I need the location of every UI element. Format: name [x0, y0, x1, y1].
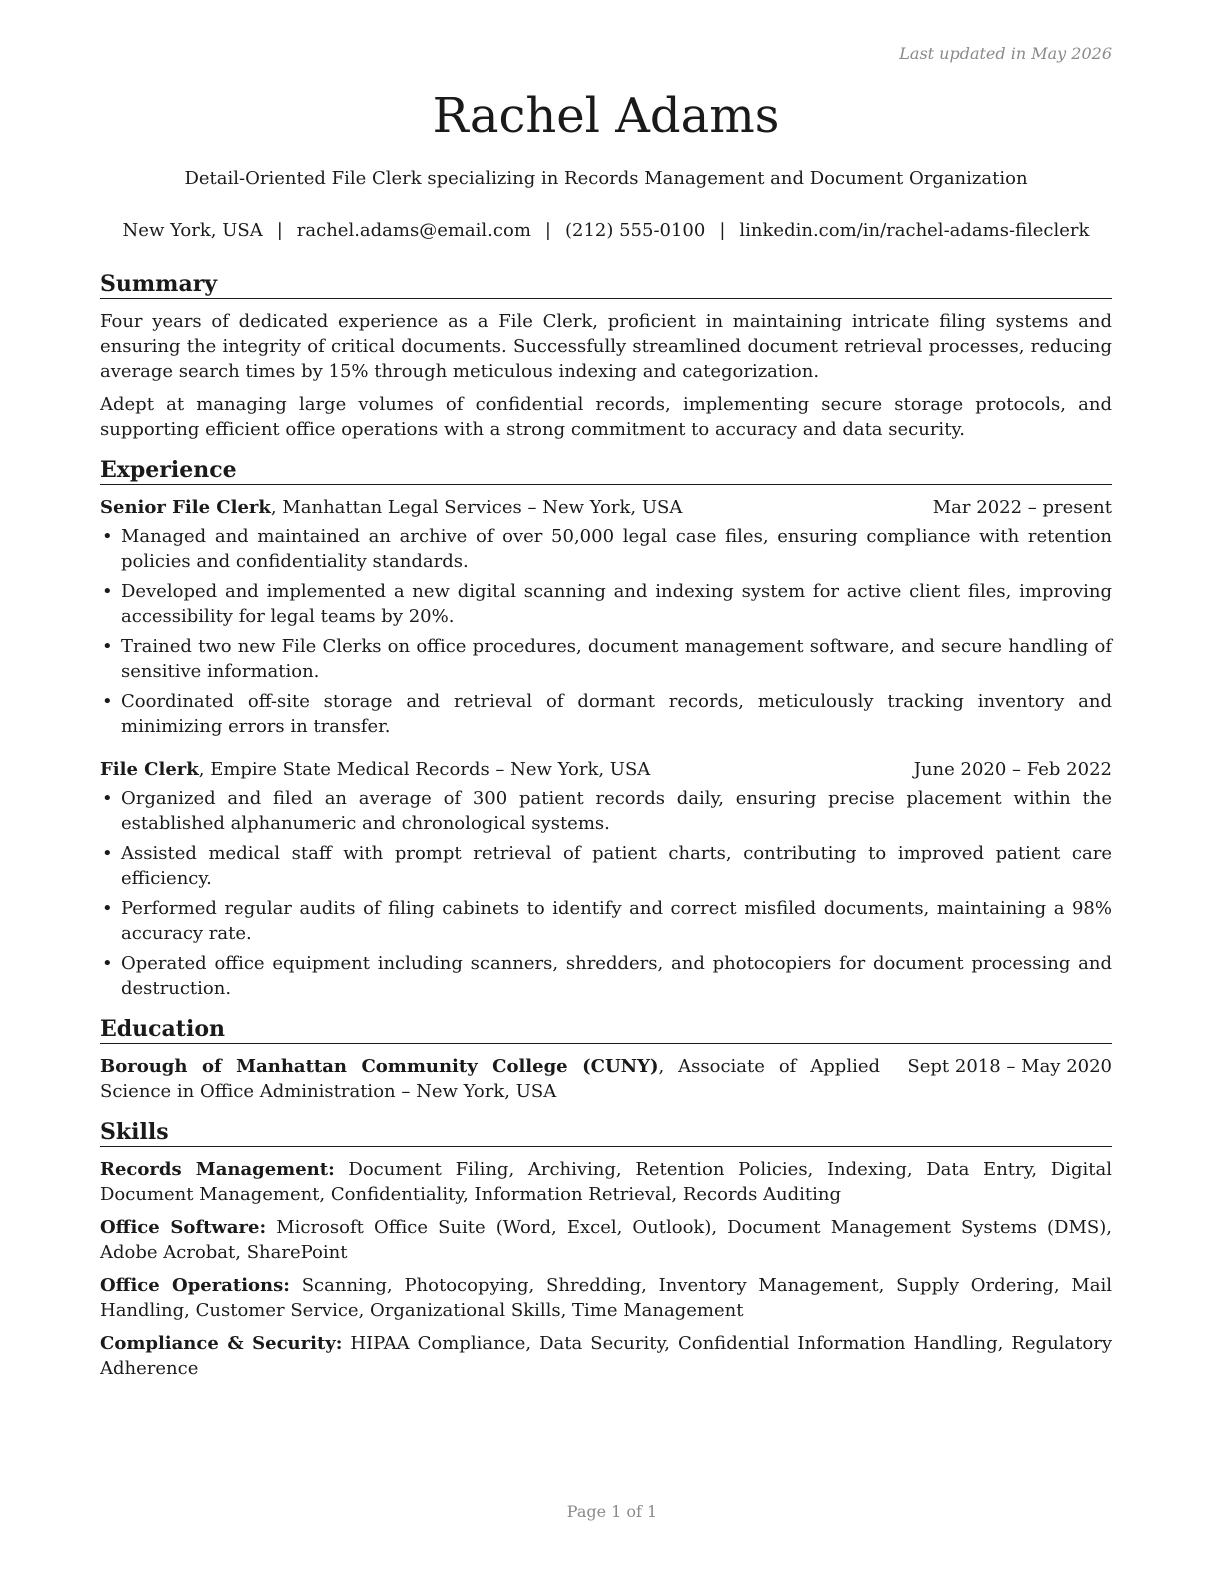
skill-label: Office Software:: [100, 1217, 267, 1238]
bullet-icon: •: [102, 788, 113, 809]
contact-separator: |: [276, 220, 283, 241]
skill-label: Records Management:: [100, 1159, 335, 1180]
bullet-icon: •: [102, 581, 113, 602]
skill-label: Compliance & Security:: [100, 1333, 343, 1354]
job-header: [100, 495, 1112, 520]
education-dates: Sept 2018 – May 2020: [907, 1056, 1112, 1077]
bullet-item: [100, 841, 1112, 891]
job-role: Senior File Clerk: [100, 497, 271, 518]
bullet-item: [100, 689, 1112, 739]
candidate-name: Rachel Adams: [432, 88, 780, 144]
education-entry: [100, 1054, 1112, 1104]
bullet-text: Trained two new File Clerks on office procedures, document management software, and secure handling of sensitive information.: [121, 636, 1112, 682]
skill-values: Microsoft Office Suite (Word, Excel, Outlook), Document Management Systems (DMS), Adobe Acrobat, SharePoint: [100, 1217, 1112, 1263]
contact-line: [100, 219, 1112, 243]
bullet-item: [100, 524, 1112, 574]
skill-line: [100, 1215, 1112, 1265]
contact-phone: (212) 555-0100: [564, 220, 706, 241]
summary-heading: Summary: [100, 270, 1112, 299]
job-dates: Mar 2022 – present: [932, 497, 1112, 518]
education-degree: , Associate of Applied Science in Office Administration – New York, USA: [100, 1056, 881, 1102]
bullet-text: Operated office equipment including scanners, shredders, and photocopiers for document processing and destruction.: [121, 953, 1112, 999]
experience-heading: Experience: [100, 456, 1112, 485]
contact-separator: |: [719, 220, 726, 241]
bullet-text: Performed regular audits of filing cabinets to identify and correct misfiled documents, maintaining a 98% accuracy rate.: [121, 898, 1112, 944]
education-section: [100, 1015, 1112, 1104]
experience-section: [100, 456, 1112, 1001]
bullet-text: Managed and maintained an archive of over 50,000 legal case files, ensuring compliance with retention policies and confidentiality standards.: [121, 526, 1112, 572]
job-header: [100, 757, 1112, 782]
bullet-icon: •: [102, 526, 113, 547]
job-bullets: [100, 524, 1112, 739]
summary-paragraph: Adept at managing large volumes of confidential records, implementing secure storage protocols, and supporting efficient office operations with a strong commitment to accuracy and data security.: [100, 394, 1112, 440]
contact-separator: |: [544, 220, 551, 241]
job-bullets: [100, 786, 1112, 1001]
skill-values: Scanning, Photocopying, Shredding, Inventory Management, Supply Ordering, Mail Handling, Customer Service, Organizational Skills, Time Management: [100, 1275, 1113, 1321]
job-entry: [100, 757, 1112, 1001]
resume-content: [100, 270, 1112, 1395]
skill-values: Document Filing, Archiving, Retention Policies, Indexing, Data Entry, Digital Document Management, Confidentiality, Information Retrieval, Records Auditing: [100, 1159, 1112, 1205]
education-heading: Education: [100, 1015, 1112, 1044]
bullet-icon: •: [102, 636, 113, 657]
bullet-item: [100, 579, 1112, 629]
skill-line: [100, 1273, 1112, 1323]
skill-line: [100, 1157, 1112, 1207]
page-number: Page 1 of 1: [566, 1502, 658, 1521]
bullet-icon: •: [102, 843, 113, 864]
bullet-icon: •: [102, 691, 113, 712]
contact-location: New York, USA: [122, 220, 263, 241]
job-org: , Empire State Medical Records – New York, USA: [198, 759, 651, 780]
bullet-icon: •: [102, 953, 113, 974]
education-school: Borough of Manhattan Community College (CUNY): [100, 1056, 659, 1077]
contact-email[interactable]: rachel.adams@email.com: [296, 220, 531, 241]
bullet-text: Organized and filed an average of 300 patient records daily, ensuring precise placement within the established alphanumeric and chronological systems.: [121, 788, 1112, 834]
bullet-item: [100, 951, 1112, 1001]
bullet-icon: •: [102, 898, 113, 919]
bullet-item: [100, 634, 1112, 684]
job-dates: June 2020 – Feb 2022: [913, 759, 1112, 780]
bullet-text: Coordinated off-site storage and retrieval of dormant records, meticulously tracking inventory and minimizing errors in transfer.: [121, 691, 1112, 737]
bullet-item: [100, 786, 1112, 836]
skill-values: HIPAA Compliance, Data Security, Confidential Information Handling, Regulatory Adherence: [100, 1333, 1112, 1379]
skill-line: [100, 1331, 1112, 1381]
skill-label: Office Operations:: [100, 1275, 290, 1296]
skills-heading: Skills: [100, 1118, 1112, 1147]
contact-linkedin[interactable]: linkedin.com/in/rachel-adams-fileclerk: [739, 220, 1090, 241]
job-entry: [100, 495, 1112, 739]
summary-section: [100, 270, 1112, 442]
summary-paragraph: Four years of dedicated experience as a File Clerk, proficient in maintaining intricate filing systems and ensuring the integrity of critical documents. Successfully streamlined document retrieval processes, reducing average search times by 15% through meticulous indexing and categorization.: [100, 311, 1112, 382]
skills-section: [100, 1118, 1112, 1381]
job-role: File Clerk: [100, 759, 199, 780]
last-updated-note: Last updated in May 2026: [899, 44, 1112, 63]
bullet-item: [100, 896, 1112, 946]
job-org: , Manhattan Legal Services – New York, USA: [270, 497, 683, 518]
bullet-text: Assisted medical staff with prompt retrieval of patient charts, contributing to improved patient care efficiency.: [121, 843, 1112, 889]
headline: Detail-Oriented File Clerk specializing in Records Management and Document Organization: [184, 168, 1028, 189]
bullet-text: Developed and implemented a new digital scanning and indexing system for active client files, improving accessibility for legal teams by 20%.: [121, 581, 1112, 627]
